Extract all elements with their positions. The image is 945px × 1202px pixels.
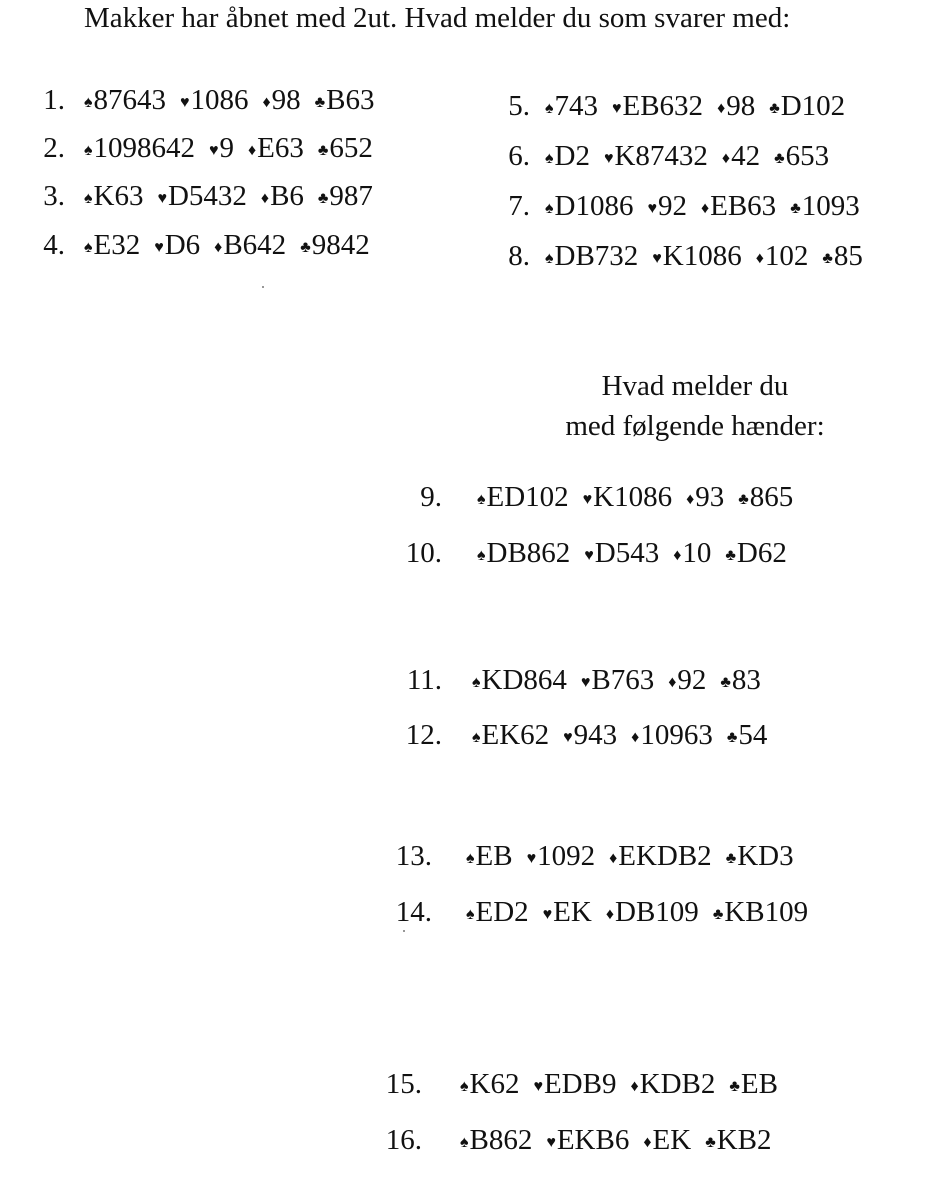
hearts-holding xyxy=(527,840,596,873)
diamonds-cards: EKDB2 xyxy=(618,840,712,872)
spades-icon: ♠ xyxy=(460,1134,469,1151)
spades-icon: ♠ xyxy=(545,100,554,117)
diamonds-holding xyxy=(668,664,706,697)
clubs-cards: 652 xyxy=(329,132,373,164)
diamonds-icon: ♦ xyxy=(700,200,710,217)
scan-speck xyxy=(262,286,264,288)
hearts-icon: ♥ xyxy=(652,250,662,267)
spades-holding xyxy=(84,132,195,165)
hearts-holding xyxy=(533,1068,616,1101)
hearts-holding xyxy=(546,1124,629,1157)
spades-holding xyxy=(545,140,590,173)
hand-number: 9. xyxy=(420,481,442,513)
hearts-cards: D543 xyxy=(594,537,660,569)
hearts-holding xyxy=(604,140,708,173)
hand-cards xyxy=(466,896,808,929)
diamonds-holding xyxy=(673,537,711,570)
diamonds-icon: ♦ xyxy=(755,250,764,267)
clubs-holding xyxy=(720,664,761,697)
clubs-cards: B63 xyxy=(326,84,375,116)
hearts-icon: ♥ xyxy=(209,142,219,159)
diamonds-cards: 98 xyxy=(271,84,301,116)
scan-speck xyxy=(403,930,405,932)
hand-cards xyxy=(460,1124,771,1157)
clubs-icon: ♣ xyxy=(774,150,785,167)
hearts-icon: ♥ xyxy=(584,547,594,564)
hearts-holding xyxy=(157,180,246,213)
clubs-cards: 987 xyxy=(329,180,373,212)
hearts-cards: 9 xyxy=(219,132,234,164)
clubs-cards: 83 xyxy=(731,664,761,696)
diamonds-cards: 42 xyxy=(731,140,761,172)
hand-number: 6. xyxy=(508,140,530,172)
diamonds-holding xyxy=(643,1124,691,1157)
hearts-icon: ♥ xyxy=(647,200,657,217)
clubs-icon: ♣ xyxy=(317,190,329,207)
hearts-cards: K87432 xyxy=(614,140,708,172)
hearts-icon: ♥ xyxy=(542,906,553,923)
diamonds-icon: ♦ xyxy=(721,150,731,167)
clubs-holding xyxy=(790,190,860,223)
diamonds-cards: EK xyxy=(652,1124,692,1156)
diamonds-icon: ♦ xyxy=(668,674,677,691)
diamonds-icon: ♦ xyxy=(643,1134,652,1151)
diamonds-holding xyxy=(609,840,712,873)
diamonds-cards: B6 xyxy=(270,180,304,212)
diamonds-icon: ♦ xyxy=(248,142,257,159)
clubs-icon: ♣ xyxy=(317,142,329,159)
clubs-icon: ♣ xyxy=(790,200,801,217)
spades-holding xyxy=(477,537,570,570)
clubs-icon: ♣ xyxy=(725,547,736,564)
hand-cards xyxy=(477,537,787,570)
clubs-icon: ♣ xyxy=(725,850,737,867)
clubs-icon: ♣ xyxy=(712,906,724,923)
diamonds-cards: EB63 xyxy=(710,190,777,222)
hearts-icon: ♥ xyxy=(580,674,591,691)
diamonds-cards: 93 xyxy=(695,481,725,513)
clubs-cards: 865 xyxy=(749,481,794,513)
diamonds-holding xyxy=(248,132,304,165)
hearts-cards: 92 xyxy=(657,190,687,222)
hearts-cards: 943 xyxy=(573,719,618,751)
subheading-line-2: med følgende hænder: xyxy=(565,410,825,442)
spades-icon: ♠ xyxy=(84,190,93,207)
diamonds-icon: ♦ xyxy=(214,239,223,256)
spades-holding xyxy=(84,180,143,213)
hearts-holding xyxy=(612,90,703,123)
spades-cards: ED102 xyxy=(486,481,569,513)
spades-cards: KD864 xyxy=(481,664,567,696)
hand-number: 8. xyxy=(508,240,530,272)
spades-cards: K63 xyxy=(93,180,144,212)
hearts-icon: ♥ xyxy=(563,729,573,746)
hearts-cards: B763 xyxy=(591,664,655,696)
diamonds-holding xyxy=(722,140,760,173)
hand-cards xyxy=(472,664,761,697)
spades-holding xyxy=(472,719,549,752)
diamonds-holding xyxy=(686,481,724,514)
hearts-holding xyxy=(583,481,672,514)
diamonds-holding xyxy=(606,896,699,929)
diamonds-holding xyxy=(756,240,809,273)
hand-cards xyxy=(477,481,793,514)
clubs-holding xyxy=(300,229,370,262)
hearts-icon: ♥ xyxy=(154,239,164,256)
clubs-holding xyxy=(769,90,845,123)
hand-number: 7. xyxy=(508,190,530,222)
diamonds-holding xyxy=(261,180,304,213)
spades-icon: ♠ xyxy=(84,94,93,111)
hearts-icon: ♥ xyxy=(526,850,537,867)
spades-icon: ♠ xyxy=(466,906,475,923)
hearts-cards: D6 xyxy=(164,229,201,261)
spades-holding xyxy=(466,896,529,929)
diamonds-cards: KDB2 xyxy=(639,1068,716,1100)
diamonds-icon: ♦ xyxy=(605,906,615,923)
hand-number: 4. xyxy=(43,229,65,261)
page-title: Makker har åbnet med 2ut. Hvad melder du som svarer med: xyxy=(84,2,791,34)
clubs-icon: ♣ xyxy=(314,94,326,111)
subheading-line-1: Hvad melder du xyxy=(601,370,789,402)
spades-cards: D2 xyxy=(554,140,590,172)
hearts-cards: K1086 xyxy=(662,240,742,272)
diamonds-cards: DB109 xyxy=(615,896,699,928)
diamonds-holding xyxy=(631,719,713,752)
clubs-holding xyxy=(729,1068,778,1101)
clubs-icon: ♣ xyxy=(729,1078,740,1095)
diamonds-icon: ♦ xyxy=(609,850,618,867)
hearts-holding xyxy=(652,240,741,273)
hearts-icon: ♥ xyxy=(603,150,614,167)
diamonds-cards: 102 xyxy=(764,240,809,272)
hearts-cards: K1086 xyxy=(593,481,673,513)
hand-cards xyxy=(472,719,767,752)
spades-cards: D1086 xyxy=(554,190,634,222)
hand-number: 5. xyxy=(508,90,530,122)
spades-holding xyxy=(460,1068,519,1101)
clubs-cards: KB109 xyxy=(724,896,809,928)
diamonds-cards: 92 xyxy=(677,664,707,696)
hand-cards xyxy=(466,840,794,873)
spades-cards: K62 xyxy=(469,1068,520,1100)
hand-cards xyxy=(545,90,845,123)
hearts-cards: 1086 xyxy=(190,84,249,116)
diamonds-holding xyxy=(717,90,755,123)
spades-holding xyxy=(84,229,140,262)
hearts-icon: ♥ xyxy=(533,1078,543,1095)
spades-cards: EB xyxy=(475,840,513,872)
diamonds-holding xyxy=(214,229,286,262)
clubs-icon: ♣ xyxy=(822,250,833,267)
clubs-holding xyxy=(725,537,786,570)
hearts-holding xyxy=(180,84,249,117)
spades-cards: 1098642 xyxy=(93,132,195,164)
clubs-cards: D102 xyxy=(780,90,846,122)
clubs-icon: ♣ xyxy=(726,729,738,746)
clubs-cards: 54 xyxy=(738,719,768,751)
spades-icon: ♠ xyxy=(472,729,481,746)
hand-cards xyxy=(84,84,375,117)
clubs-cards: D62 xyxy=(736,537,787,569)
spades-icon: ♠ xyxy=(460,1078,469,1095)
hand-cards xyxy=(84,180,373,213)
spades-cards: B862 xyxy=(469,1124,533,1156)
hearts-icon: ♥ xyxy=(546,1134,556,1151)
hand-number: 11. xyxy=(406,664,442,696)
diamonds-cards: 10963 xyxy=(640,719,713,751)
spades-holding xyxy=(545,190,633,223)
clubs-holding xyxy=(727,719,768,752)
spades-holding xyxy=(84,84,166,117)
diamonds-icon: ♦ xyxy=(260,190,270,207)
clubs-holding xyxy=(738,481,793,514)
hand-number: 14. xyxy=(395,896,432,928)
hearts-cards: 1092 xyxy=(537,840,596,872)
diamonds-icon: ♦ xyxy=(717,100,726,117)
hearts-icon: ♥ xyxy=(157,190,167,207)
spades-icon: ♠ xyxy=(84,239,93,256)
hearts-icon: ♥ xyxy=(612,100,622,117)
spades-holding xyxy=(477,481,569,514)
diamonds-icon: ♦ xyxy=(631,729,640,746)
hand-number: 1. xyxy=(43,84,65,116)
hand-number: 10. xyxy=(405,537,442,569)
spades-cards: 743 xyxy=(554,90,598,122)
diamonds-icon: ♦ xyxy=(630,1078,639,1095)
clubs-cards: KD3 xyxy=(737,840,794,872)
hand-number: 3. xyxy=(43,180,65,212)
hearts-holding xyxy=(543,896,592,929)
spades-icon: ♠ xyxy=(84,142,93,159)
clubs-icon: ♣ xyxy=(705,1134,716,1151)
diamonds-holding xyxy=(263,84,301,117)
clubs-icon: ♣ xyxy=(720,674,731,691)
hearts-holding xyxy=(563,719,617,752)
section-subheading xyxy=(530,366,860,446)
spades-icon: ♠ xyxy=(472,674,481,691)
diamonds-icon: ♦ xyxy=(673,547,682,564)
clubs-icon: ♣ xyxy=(738,491,749,508)
clubs-cards: EB xyxy=(740,1068,778,1100)
clubs-holding xyxy=(705,1124,771,1157)
spades-icon: ♠ xyxy=(545,250,554,267)
clubs-holding xyxy=(726,840,794,873)
hand-cards xyxy=(84,229,370,262)
spades-holding xyxy=(545,240,638,273)
spades-cards: EK62 xyxy=(481,719,550,751)
spades-cards: DB862 xyxy=(486,537,571,569)
spades-icon: ♠ xyxy=(545,150,554,167)
clubs-holding xyxy=(315,84,375,117)
clubs-holding xyxy=(713,896,808,929)
diamonds-cards: E63 xyxy=(257,132,304,164)
hearts-cards: EDB9 xyxy=(543,1068,617,1100)
hearts-holding xyxy=(647,190,687,223)
spades-holding xyxy=(460,1124,532,1157)
diamonds-icon: ♦ xyxy=(686,491,695,508)
spades-cards: E32 xyxy=(93,229,141,261)
spades-holding xyxy=(545,90,598,123)
hand-number: 13. xyxy=(395,840,432,872)
hearts-holding xyxy=(154,229,200,262)
hearts-cards: EB632 xyxy=(622,90,704,122)
hand-cards xyxy=(545,140,829,173)
clubs-cards: 1093 xyxy=(801,190,860,222)
hearts-holding xyxy=(209,132,234,165)
clubs-cards: 85 xyxy=(833,240,863,272)
spades-cards: DB732 xyxy=(554,240,639,272)
hearts-cards: D5432 xyxy=(167,180,247,212)
clubs-cards: KB2 xyxy=(716,1124,772,1156)
hand-number: 15. xyxy=(385,1068,422,1100)
clubs-cards: 9842 xyxy=(311,229,370,261)
spades-icon: ♠ xyxy=(545,200,554,217)
spades-cards: 87643 xyxy=(93,84,166,116)
clubs-holding xyxy=(318,180,373,213)
hand-number: 2. xyxy=(43,132,65,164)
diamonds-cards: 10 xyxy=(682,537,712,569)
hearts-cards: EK xyxy=(553,896,592,928)
clubs-holding xyxy=(774,140,829,173)
clubs-cards: 653 xyxy=(785,140,830,172)
spades-icon: ♠ xyxy=(466,850,475,867)
hearts-icon: ♥ xyxy=(582,491,593,508)
hearts-holding xyxy=(581,664,654,697)
clubs-holding xyxy=(822,240,863,273)
hand-cards xyxy=(460,1068,778,1101)
spades-icon: ♠ xyxy=(477,547,486,564)
hand-number: 12. xyxy=(405,719,442,751)
diamonds-cards: 98 xyxy=(726,90,756,122)
diamonds-holding xyxy=(630,1068,715,1101)
clubs-icon: ♣ xyxy=(300,239,311,256)
spades-icon: ♠ xyxy=(477,491,486,508)
diamonds-icon: ♦ xyxy=(262,94,271,111)
spades-cards: ED2 xyxy=(475,896,529,928)
hearts-icon: ♥ xyxy=(180,94,190,111)
diamonds-cards: B642 xyxy=(223,229,287,261)
hand-number: 16. xyxy=(385,1124,422,1156)
clubs-icon: ♣ xyxy=(769,100,780,117)
clubs-holding xyxy=(318,132,373,165)
hand-cards xyxy=(545,240,863,273)
spades-holding xyxy=(472,664,567,697)
diamonds-holding xyxy=(701,190,776,223)
hearts-holding xyxy=(584,537,659,570)
hand-cards xyxy=(84,132,373,165)
hand-cards xyxy=(545,190,860,223)
spades-holding xyxy=(466,840,513,873)
hearts-cards: EKB6 xyxy=(556,1124,630,1156)
